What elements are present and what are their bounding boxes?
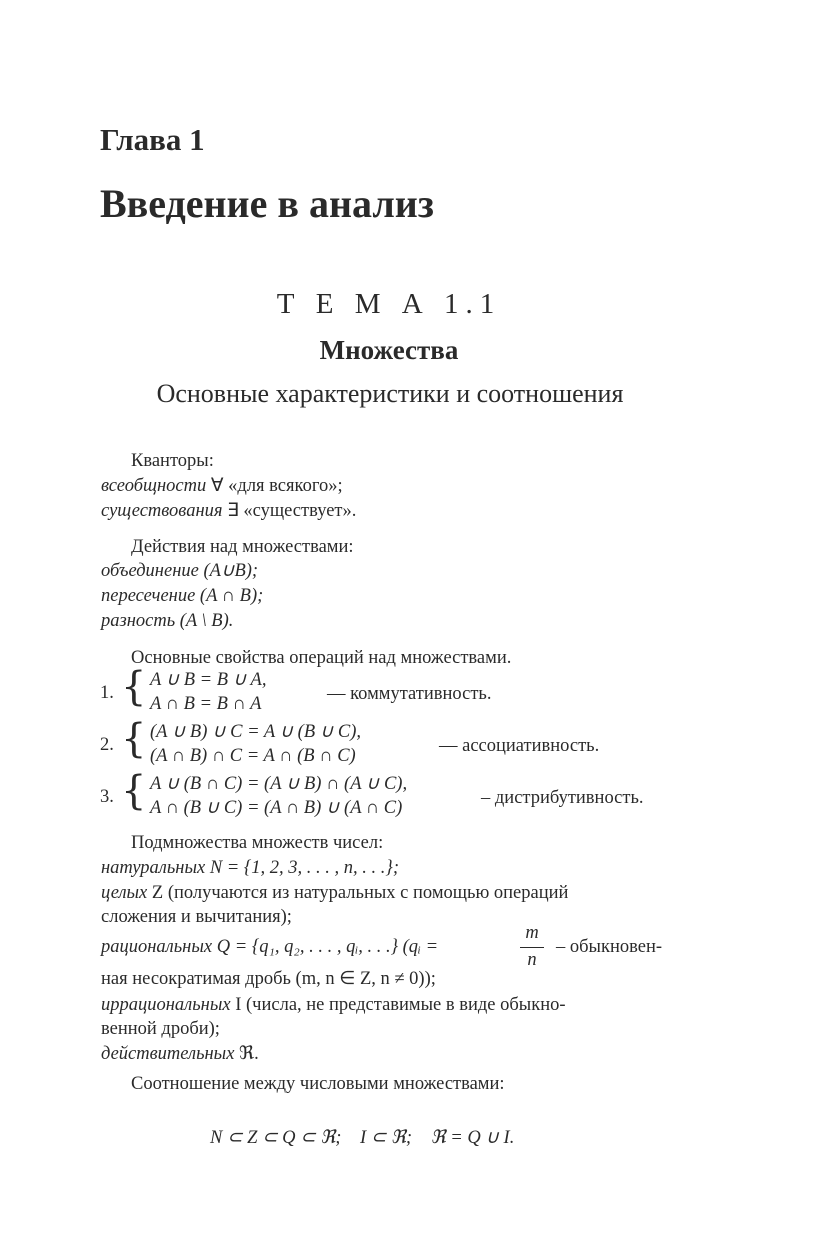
topic-subtitle: Основные характеристики и соотношения: [156, 379, 624, 408]
universal-term: всеобщности: [101, 476, 207, 496]
difference-term: разность: [101, 611, 176, 631]
universal-def: ∀ «для всякого»;: [210, 476, 343, 496]
property-1-line-2: A ∩ B = B ∩ A: [150, 694, 262, 714]
property-1-line-1: A ∪ B = B ∪ A,: [150, 670, 267, 690]
operation-union: [101, 559, 258, 583]
union-term: объединение: [101, 561, 199, 581]
chapter-label: Глава 1: [100, 122, 205, 157]
rational-def: Q = {q₁, q₂, . . . , qᵢ, . . .} (qᵢ =: [216, 937, 439, 957]
existential-term: существования: [101, 501, 223, 521]
irrational-term: иррациональных: [101, 995, 231, 1015]
quantifier-universal: [101, 474, 343, 498]
integer-def-cont: сложения и вычитания);: [101, 907, 292, 927]
quantifiers-heading: Кванторы:: [131, 451, 214, 471]
property-number-1: 1.: [100, 683, 114, 703]
property-2-line-2: (A ∩ B) ∩ C = A ∩ (B ∩ C): [150, 746, 356, 766]
irrational-def: I (числа, не представимые в виде обыкно-: [235, 995, 566, 1015]
relation-formula: N ⊂ Z ⊂ Q ⊂ ℜ; I ⊂ ℜ; ℜ = Q ∪ I.: [210, 1128, 515, 1148]
property-2-line-1: (A ∪ B) ∪ C = A ∪ (B ∪ C),: [150, 722, 362, 742]
property-1-name: — коммутативность.: [327, 684, 492, 704]
operation-difference: [101, 609, 233, 633]
property-number-2: 2.: [100, 735, 114, 755]
operation-intersection: [101, 584, 263, 608]
union-def: (A∪B);: [203, 561, 259, 581]
properties-heading: Основные свойства операций над множествами.: [131, 648, 512, 668]
topic-label: Т Е М А 1.1: [276, 288, 502, 320]
natural-def: N = {1, 2, 3, . . . , n, . . .};: [209, 858, 399, 878]
real-def: ℜ.: [239, 1044, 259, 1064]
relation-heading: Соотношение между числовыми множествами:: [131, 1074, 505, 1094]
intersection-term: пересечение: [101, 586, 196, 606]
fraction-line: [520, 947, 544, 948]
fraction-denominator: n: [527, 950, 537, 970]
left-brace-icon: {: [121, 664, 147, 710]
rational-def-cont: ная несократимая дробь (m, n ∈ Z, n ≠ 0));: [101, 969, 436, 989]
left-brace-icon: {: [121, 768, 147, 814]
real-term: действительных: [101, 1044, 235, 1064]
property-3-line-2: A ∩ (B ∪ C) = (A ∩ B) ∪ (A ∩ C): [150, 798, 403, 818]
subset-real: [101, 1042, 259, 1066]
subset-irrational: [101, 993, 566, 1017]
fraction-numerator: m: [525, 923, 539, 943]
left-brace-icon: {: [121, 716, 147, 762]
existential-def: ∃ «существует».: [227, 501, 357, 521]
rational-tail: – обыкновен-: [556, 937, 663, 957]
integer-def: Z (получаются из натуральных с помощью операций: [151, 883, 569, 903]
subset-natural: [101, 856, 399, 880]
topic-name: Множества: [319, 335, 459, 365]
property-3-line-1: A ∪ (B ∩ C) = (A ∪ B) ∩ (A ∪ C),: [150, 774, 408, 794]
intersection-def: (A ∩ B);: [199, 586, 264, 606]
operations-heading: Действия над множествами:: [131, 537, 354, 557]
subsets-heading: Подмножества множеств чисел:: [131, 833, 384, 853]
property-number-3: 3.: [100, 787, 114, 807]
subset-rational: [101, 935, 438, 959]
chapter-title: Введение в анализ: [100, 181, 434, 226]
property-2-name: — ассоциативность.: [439, 736, 600, 756]
subset-integer: [101, 881, 568, 905]
integer-term: целых: [101, 883, 148, 903]
natural-term: натуральных: [101, 858, 206, 878]
property-3-name: – дистрибутивность.: [481, 788, 644, 808]
rational-term: рациональных: [101, 937, 213, 957]
irrational-def-cont: венной дроби);: [101, 1019, 220, 1039]
quantifier-existential: [101, 499, 356, 523]
difference-def: (A \ B).: [179, 611, 234, 631]
